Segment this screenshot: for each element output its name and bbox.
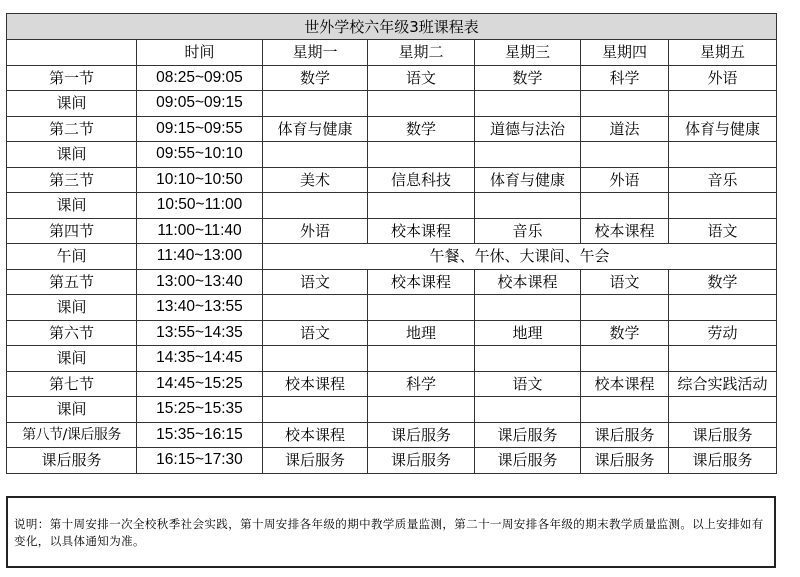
time-cell: 11:00~11:40 [137, 218, 263, 244]
time-cell: 13:40~13:55 [137, 295, 263, 321]
class-cell [263, 295, 368, 321]
period-cell: 课间 [7, 397, 137, 423]
time-cell: 15:25~15:35 [137, 397, 263, 423]
period-cell: 第一节 [7, 65, 137, 91]
class-cell: 校本课程 [263, 371, 368, 397]
class-cell: 课后服务 [669, 448, 777, 474]
table-row [7, 193, 777, 219]
period-cell: 课间 [7, 295, 137, 321]
class-cell [669, 295, 777, 321]
class-cell: 校本课程 [581, 371, 669, 397]
time-cell: 14:45~15:25 [137, 371, 263, 397]
header-cell-time: 时间 [137, 40, 263, 66]
class-cell: 数学 [263, 65, 368, 91]
header-cell-wednesday: 星期三 [475, 40, 581, 66]
class-cell [581, 142, 669, 168]
class-cell: 科学 [581, 65, 669, 91]
class-cell [263, 142, 368, 168]
time-cell: 09:05~09:15 [137, 91, 263, 117]
timetable [6, 13, 777, 474]
title-row [7, 14, 777, 40]
header-cell-monday: 星期一 [263, 40, 368, 66]
class-cell [475, 142, 581, 168]
class-cell: 音乐 [475, 218, 581, 244]
time-cell: 11:40~13:00 [137, 244, 263, 270]
class-cell: 语文 [263, 320, 368, 346]
class-cell [368, 346, 475, 372]
time-cell: 13:00~13:40 [137, 269, 263, 295]
class-cell: 科学 [368, 371, 475, 397]
period-cell: 第六节 [7, 320, 137, 346]
class-cell: 数学 [475, 65, 581, 91]
class-cell: 校本课程 [368, 218, 475, 244]
table-row [7, 116, 777, 142]
class-cell: 课后服务 [475, 448, 581, 474]
class-cell: 数学 [368, 116, 475, 142]
class-cell [475, 295, 581, 321]
table-row [7, 371, 777, 397]
class-cell [475, 193, 581, 219]
class-cell [263, 91, 368, 117]
class-cell [475, 91, 581, 117]
period-cell: 课后服务 [7, 448, 137, 474]
period-cell: 午间 [7, 244, 137, 270]
timetable-sheet [6, 13, 776, 474]
class-cell: 课后服务 [581, 448, 669, 474]
period-cell: 课间 [7, 193, 137, 219]
class-cell: 体育与健康 [669, 116, 777, 142]
time-cell: 14:35~14:45 [137, 346, 263, 372]
period-cell: 第八节/课后服务 [7, 422, 137, 448]
header-cell-tuesday: 星期二 [368, 40, 475, 66]
time-cell: 10:10~10:50 [137, 167, 263, 193]
class-cell: 地理 [475, 320, 581, 346]
table-row [7, 91, 777, 117]
class-cell: 数学 [581, 320, 669, 346]
class-cell [581, 397, 669, 423]
header-cell-friday: 星期五 [669, 40, 777, 66]
class-cell [669, 193, 777, 219]
time-cell: 09:55~10:10 [137, 142, 263, 168]
class-cell: 信息科技 [368, 167, 475, 193]
class-cell: 外语 [581, 167, 669, 193]
table-row [7, 142, 777, 168]
class-cell [368, 397, 475, 423]
period-cell: 课间 [7, 346, 137, 372]
class-cell [263, 193, 368, 219]
merged-activity-cell: 午餐、午休、大课间、午会 [263, 244, 777, 270]
class-cell [669, 397, 777, 423]
class-cell: 课后服务 [475, 422, 581, 448]
class-cell: 道德与法治 [475, 116, 581, 142]
class-cell: 美术 [263, 167, 368, 193]
class-cell: 道法 [581, 116, 669, 142]
table-row [7, 244, 777, 270]
header-row [7, 40, 777, 66]
period-cell: 第三节 [7, 167, 137, 193]
class-cell [669, 142, 777, 168]
time-cell: 09:15~09:55 [137, 116, 263, 142]
class-cell: 综合实践活动 [669, 371, 777, 397]
period-cell: 第五节 [7, 269, 137, 295]
note-text: 说明：第十周安排一次全校秋季社会实践，第十周安排各年级的期中教学质量监测，第二十一周安排各年级的期末教学质量监测。以上安排如有变化，以具体通知为准。 [14, 517, 764, 548]
time-cell: 16:15~17:30 [137, 448, 263, 474]
class-cell: 语文 [475, 371, 581, 397]
period-cell: 第二节 [7, 116, 137, 142]
class-cell: 体育与健康 [263, 116, 368, 142]
period-cell: 第四节 [7, 218, 137, 244]
class-cell: 外语 [263, 218, 368, 244]
class-cell [581, 295, 669, 321]
time-cell: 10:50~11:00 [137, 193, 263, 219]
header-cell-blank [7, 40, 137, 66]
table-row [7, 346, 777, 372]
header-cell-thursday: 星期四 [581, 40, 669, 66]
class-cell [263, 397, 368, 423]
table-row [7, 448, 777, 474]
class-cell: 校本课程 [475, 269, 581, 295]
class-cell: 课后服务 [669, 422, 777, 448]
table-row [7, 269, 777, 295]
class-cell: 校本课程 [263, 422, 368, 448]
class-cell [368, 193, 475, 219]
class-cell: 语文 [669, 218, 777, 244]
table-row [7, 65, 777, 91]
table-row [7, 167, 777, 193]
class-cell: 语文 [263, 269, 368, 295]
class-cell: 课后服务 [368, 422, 475, 448]
table-row [7, 320, 777, 346]
time-cell: 15:35~16:15 [137, 422, 263, 448]
table-row [7, 295, 777, 321]
class-cell [669, 346, 777, 372]
class-cell: 课后服务 [581, 422, 669, 448]
class-cell [263, 346, 368, 372]
class-cell: 课后服务 [263, 448, 368, 474]
class-cell: 校本课程 [368, 269, 475, 295]
class-cell: 音乐 [669, 167, 777, 193]
class-cell [475, 346, 581, 372]
class-cell [581, 346, 669, 372]
time-cell: 13:55~14:35 [137, 320, 263, 346]
class-cell: 数学 [669, 269, 777, 295]
class-cell [368, 91, 475, 117]
class-cell: 地理 [368, 320, 475, 346]
table-title: 世外学校六年级3班课程表 [7, 14, 777, 40]
class-cell: 语文 [581, 269, 669, 295]
class-cell [368, 142, 475, 168]
class-cell: 校本课程 [581, 218, 669, 244]
class-cell: 体育与健康 [475, 167, 581, 193]
class-cell [475, 397, 581, 423]
class-cell [581, 91, 669, 117]
class-cell [581, 193, 669, 219]
class-cell: 劳动 [669, 320, 777, 346]
class-cell: 外语 [669, 65, 777, 91]
class-cell: 语文 [368, 65, 475, 91]
period-cell: 课间 [7, 142, 137, 168]
table-row [7, 422, 777, 448]
table-row [7, 397, 777, 423]
period-cell: 第七节 [7, 371, 137, 397]
period-cell: 课间 [7, 91, 137, 117]
note-box [6, 496, 776, 568]
class-cell [368, 295, 475, 321]
class-cell: 课后服务 [368, 448, 475, 474]
class-cell [669, 91, 777, 117]
time-cell: 08:25~09:05 [137, 65, 263, 91]
table-row [7, 218, 777, 244]
